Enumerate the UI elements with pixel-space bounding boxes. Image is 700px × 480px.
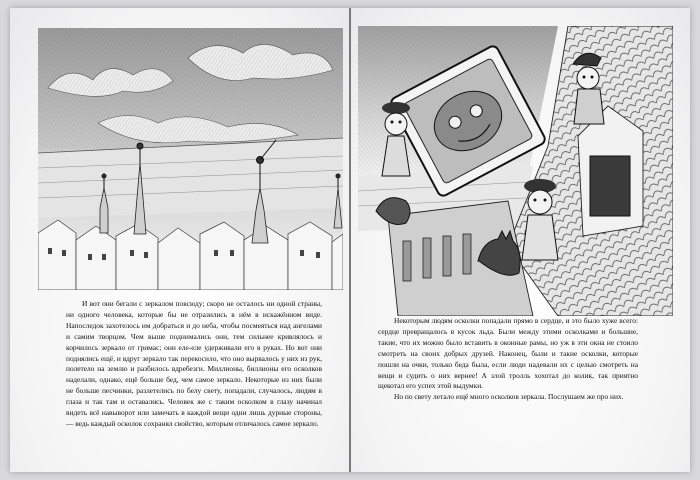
left-page bbox=[10, 8, 350, 472]
right-page bbox=[350, 8, 690, 472]
right-paragraph-1: Некоторым людям осколки попадали прямо в сердце, и это было хуже всего: сердце превращалось в кусок льда. Были между этими осколками и большие, такие, что их можно было вставить в оконные рамы, но уж в эти окна не стоило смотреть на своих добрых друзей. Наконец, были и такие осколки, которые пошли на очки, только беда была, если люди надевали их с целью смотреть на вещи и судить о них вернее! А злой тролль хохотал до колик, так приятно щекотал его успех этой выдумки. bbox=[378, 316, 638, 391]
book-spread bbox=[10, 8, 690, 472]
trolls-with-mirror-illustration bbox=[358, 26, 673, 316]
left-page-text bbox=[66, 299, 322, 430]
dormer-window bbox=[590, 156, 630, 216]
left-paragraph: И вот они бегали с зеркалом повсюду; скоро не осталось ни одной страны, ни одного человека, которые бы не отразились в нём в искажённом виде. Напоследок захотелось им добраться и до неба, чтобы посмеяться над ангелами и самим творцом. Чем выше поднимались они, тем сильнее кривлялось и корчилось зеркало от гримас; они еле-еле удерживали его в руках. Но вот они поднялись ещё, и вдруг зеркало так перекосило, что оно вырвалось у них из рук, полетело на землю и разбилось вдребезги. Миллионы, биллионы его осколков наделали, однако, ещё больше бед, чем самое зеркало. Некоторые из них были не больше песчинки, разлетелись по белу свету, попадали, случалось, людям в глаза и так там и оставались. Человек же с таким осколком в глазу начинал видеть всё навыворот или замечать в каждой вещи одни лишь дурные стороны, — ведь каждый осколок сохранял свойство, которым отличалось самое зеркало. bbox=[66, 299, 322, 428]
right-page-text bbox=[378, 316, 638, 403]
right-paragraph-2: Но по свету летало ещё много осколков зеркала. Послушаем же про них. bbox=[394, 392, 624, 402]
book-spine bbox=[349, 8, 351, 472]
city-panorama-illustration bbox=[38, 28, 343, 290]
